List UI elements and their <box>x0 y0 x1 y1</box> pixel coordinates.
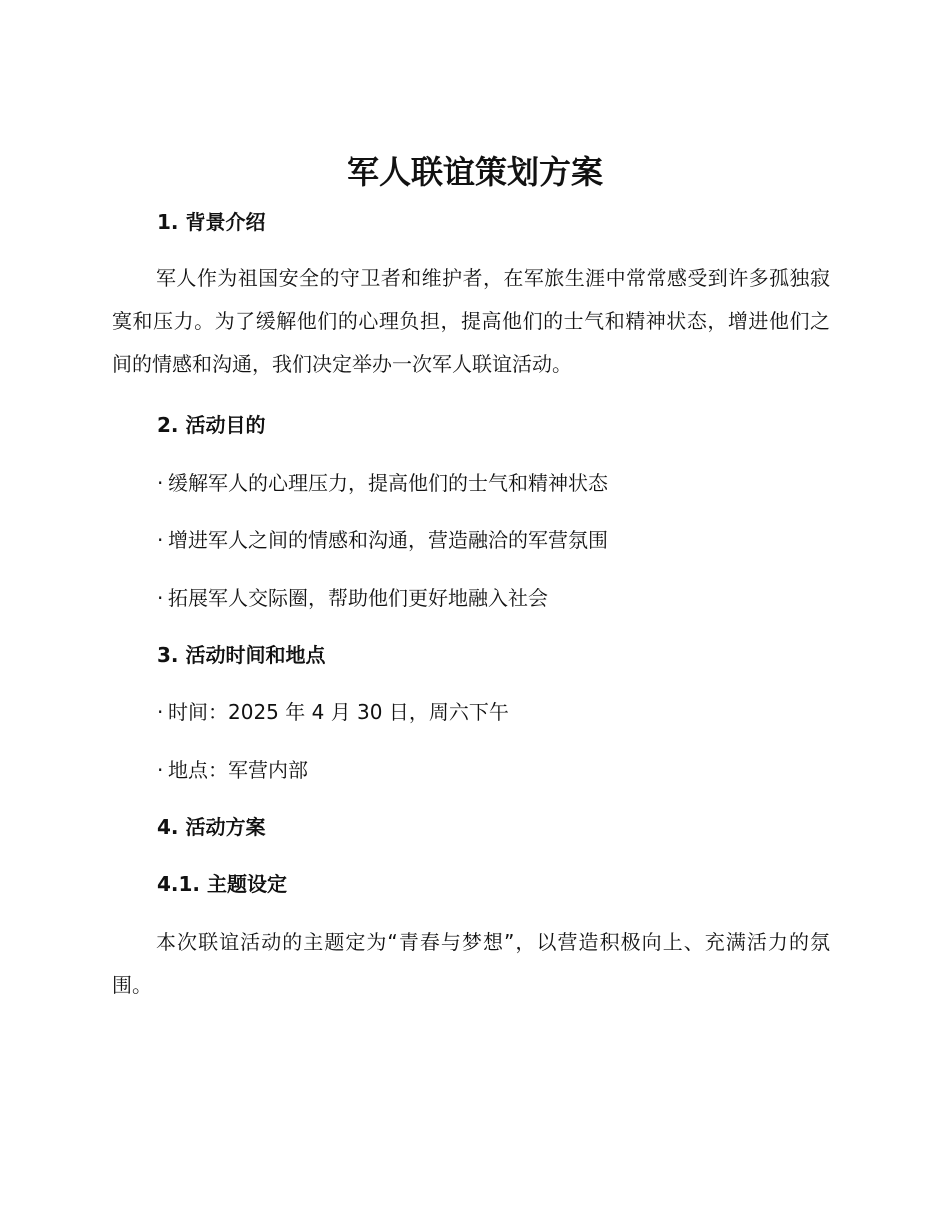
time-bullet <box>157 698 509 726</box>
bullet-dot: · <box>157 758 164 782</box>
bullet-dot: · <box>157 471 164 495</box>
section-heading-plan: 4. 活动方案 <box>157 815 266 839</box>
bullet-dot: · <box>157 586 164 610</box>
document-title: 军人联谊策划方案 <box>346 153 603 191</box>
bullet-text: 时间：2025 年 4 月 30 日，周六下午 <box>168 700 509 724</box>
purpose-bullet-2 <box>157 526 608 554</box>
theme-paragraph: 本次联谊活动的主题定为“青春与梦想”，以营造积极向上、充满活力的氛围。 <box>112 930 830 997</box>
purpose-bullet-1 <box>157 469 608 497</box>
bullet-dot: · <box>157 528 164 552</box>
bullet-text: 缓解军人的心理压力，提高他们的士气和精神状态 <box>168 471 608 495</box>
purpose-bullet-3 <box>157 584 548 612</box>
bullet-text: 地点：军营内部 <box>168 758 308 782</box>
section-heading-purpose: 2. 活动目的 <box>157 413 266 437</box>
bullet-text: 增进军人之间的情感和沟通，营造融洽的军营氛围 <box>168 528 608 552</box>
bullet-text: 拓展军人交际圈，帮助他们更好地融入社会 <box>168 586 548 610</box>
subsection-heading-theme: 4.1. 主题设定 <box>157 872 287 896</box>
background-paragraph: 军人作为祖国安全的守卫者和维护者，在军旅生涯中常常感受到许多孤独寂寞和压力。为了缓解他们的心理负担，提高他们的士气和精神状态，增进他们之间的情感和沟通，我们决定举办一次军人联谊活动。 <box>112 266 830 376</box>
section-heading-time-place: 3. 活动时间和地点 <box>157 643 326 667</box>
bullet-dot: · <box>157 700 164 724</box>
place-bullet <box>157 756 308 784</box>
section-heading-background: 1. 背景介绍 <box>157 210 266 234</box>
